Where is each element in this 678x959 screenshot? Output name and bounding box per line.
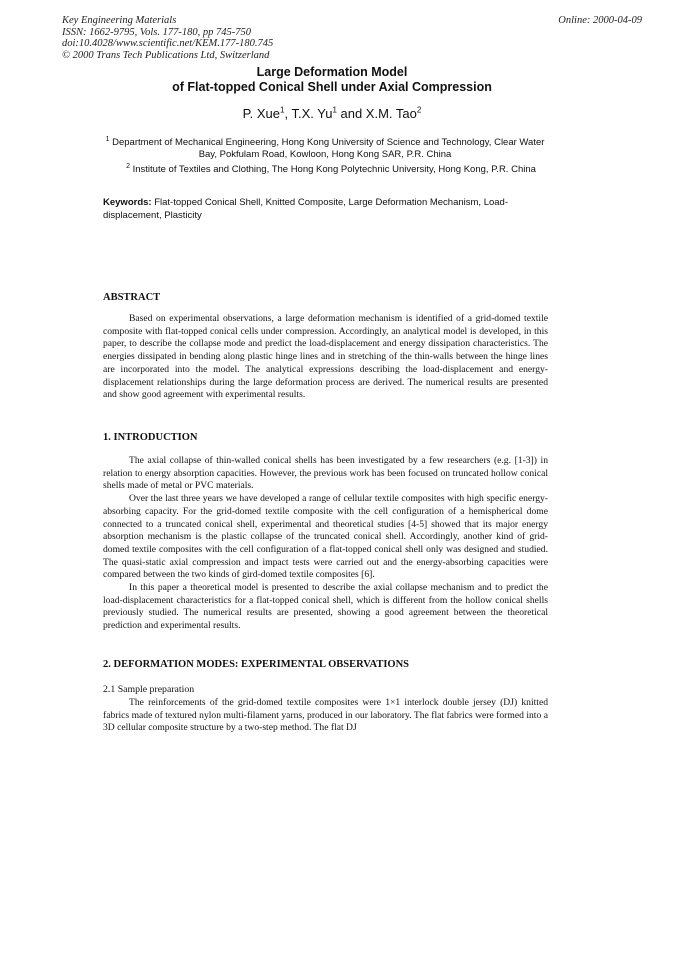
affiliation-2-marker: 2 — [126, 162, 130, 170]
affiliation-1-marker: 1 — [105, 135, 110, 143]
title-line-1: Large Deformation Model — [256, 65, 408, 79]
abstract-heading: ABSTRACT — [103, 292, 161, 303]
affiliation-2 — [96, 164, 566, 176]
abstract-body — [103, 313, 548, 402]
journal-copyright: © 2000 Trans Tech Publications Ltd, Switzerland — [62, 49, 270, 61]
author-3: and X.M. Tao — [336, 106, 417, 121]
section-1-paragraph-3: In this paper a theoretical model is presented to describe the axial collapse mechanism and to predict the load-displacement characteristics for a flat-topped conical shell, which is different from the hollow conical shells previously studied. The numerical results are presented, showing a good agreement between the theoretical prediction and experimental results. — [103, 582, 548, 632]
journal-issn: ISSN: 1662-9795, Vols. 177-180, pp 745-750 — [62, 26, 251, 38]
section-1-body — [103, 455, 548, 633]
keywords-text: Flat-topped Conical Shell, Knitted Composite, Large Deformation Mechanism, Load-displacement, Plasticity — [103, 197, 509, 221]
section-1-paragraph-2: Over the last three years we have developed a range of cellular textile composites with high specific energy-absorbing capacity. For the grid-domed textile composite with the cell configuration of a hemispherical dome connected to a truncated conical shell, experimental and theoretical studies [4-5] showed that its major energy absorption mechanism is the plastic collapse of the truncated conical shell. Accordingly, another kind of grid-domed textile composites with the cell configuration of a flat-topped conical shell only was designed and studied. The quasi-static axial compression and impact tests were carried out and the energy-absorbing capacities were compared between the two kinds of gird-domed textile composites [6]. — [103, 493, 548, 581]
author-3-marker: 2 — [416, 105, 422, 115]
author-2-marker: 1 — [332, 105, 337, 115]
affiliation-1 — [100, 137, 550, 161]
author-1-marker: 1 — [280, 105, 285, 115]
section-2-body — [103, 697, 548, 735]
keywords — [103, 197, 553, 222]
section-2-heading: 2. DEFORMATION MODES: EXPERIMENTAL OBSERVATIONS — [103, 659, 410, 670]
affiliation-1-text: Department of Mechanical Engineering, Hong Kong University of Science and Technology, Clear Water Bay, Pokfulam Road, Kowloon, Hong Kong SAR, P.R. China — [112, 137, 545, 160]
author-list — [62, 106, 602, 121]
online-date: Online: 2000-04-09 — [558, 15, 642, 26]
author-2: , T.X. Yu — [284, 106, 333, 121]
journal-doi: doi:10.4028/www.scientific.net/KEM.177-180.745 — [62, 38, 274, 50]
section-1-heading: 1. INTRODUCTION — [103, 432, 198, 443]
title-line-2: of Flat-topped Conical Shell under Axial Compression — [172, 80, 492, 94]
paper-title — [62, 65, 602, 95]
journal-name: Key Engineering Materials — [62, 15, 177, 26]
keywords-label: Keywords: — [103, 197, 152, 208]
section-2-1-subheading: 2.1 Sample preparation — [103, 684, 195, 695]
author-1: P. Xue — [242, 106, 281, 121]
section-1-paragraph-1: The axial collapse of thin-walled conical shells has been investigated by a few researchers (e.g. [1-3]) in relation to energy absorption capacities. However, the previous work has been focused on truncated hollow conical shells made of metal or PVC materials. — [103, 455, 548, 492]
journal-header — [62, 15, 642, 61]
affiliation-2-text: Institute of Textiles and Clothing, The Hong Kong Polytechnic University, Hong Kong, P.R. China — [132, 164, 536, 175]
abstract-paragraph: Based on experimental observations, a large deformation mechanism is identified of a grid-domed textile composite with flat-topped conical cells under compression. Accordingly, an analytical model is developed, in this paper, to describe the collapse mode and predict the load-displacement and energy dissipation characteristics. The energies dissipated in bending along plastic hinge lines and in stretching of the thin-walls between the hinge lines are incorporated into the model. The analytical expressions describing the load-displacement and energy-displacement relationships during the large deformation process are derived. The numerical results are presented and show good agreement with experimental results. — [103, 313, 548, 401]
section-2-paragraph-1: The reinforcements of the grid-domed textile composites were 1×1 interlock double jersey (DJ) knitted fabrics made of textured nylon multi-filament yarns, produced in our laboratory. The flat fabrics were formed into a 3D cellular composite structure by a two-step method. The flat DJ — [103, 697, 548, 734]
